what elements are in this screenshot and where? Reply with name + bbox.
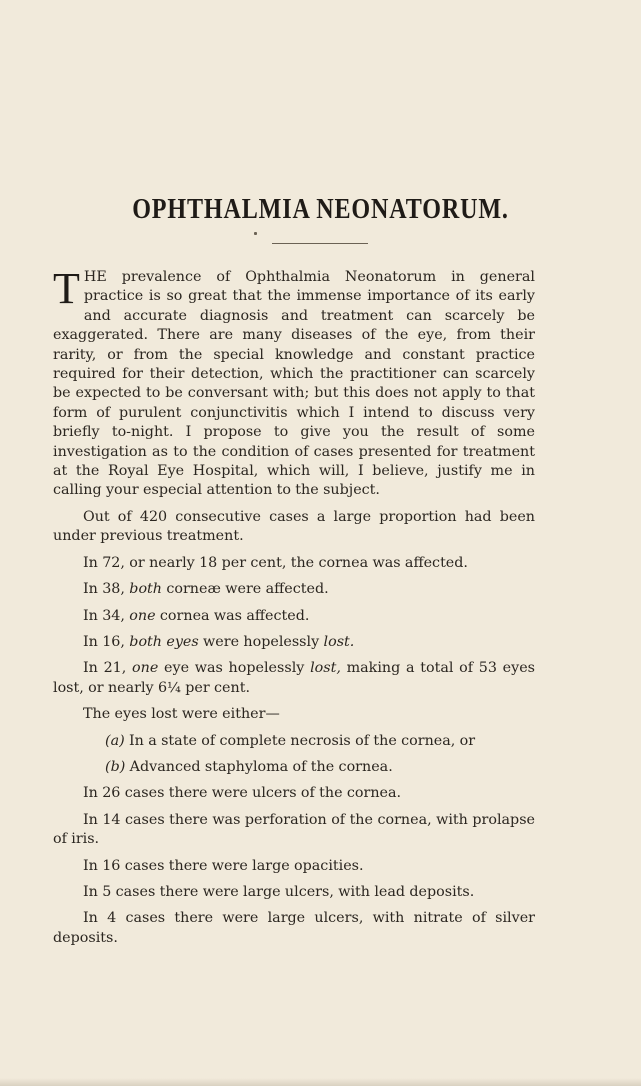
paragraph-72: In 72, or nearly 18 per cent, the cornea was affected. <box>83 554 468 571</box>
page-edge <box>0 1078 641 1086</box>
paragraph-5: In 5 cases there were large ulcers, with lead deposits. <box>83 883 475 900</box>
paragraph-4: In 4 cases there were large ulcers, with nitrate of silver deposits. <box>53 910 535 946</box>
paragraph-eyes-lost: The eyes lost were either— <box>83 706 280 723</box>
paragraph-26: In 26 cases there were ulcers of the cornea. <box>83 785 402 802</box>
intro-paragraph <box>53 264 535 501</box>
paragraph-16b: In 16 cases there were large opacities. <box>83 857 364 874</box>
page-title: OPHTHALMIA NEONATORUM. <box>132 194 509 225</box>
ornament-dot <box>254 232 257 235</box>
article-body <box>53 264 535 948</box>
paragraph-34: In 34, one cornea was affected. <box>83 607 310 624</box>
list-item-a: (a) In a state of complete necrosis of the cornea, or <box>105 732 476 749</box>
paragraph-14: In 14 cases there was perforation of the cornea, with prolapse of iris. <box>53 811 535 848</box>
title-rule <box>272 243 368 244</box>
paragraph-16: In 16, both eyes were hopelessly lost. <box>83 633 355 650</box>
intro-text: HE prevalence of Ophthalmia Neonatorum in general practice is so great that the immense importance of its early and accurate diagnosis and treatment can scarcely be exaggerated. There are many diseases of the eye, from their rarity, or from the special knowledge and constant practice required for their detection, which the practitioner can scarcely be expected to be conversant with; but this does not apply to that form of purulent conjunctivitis which I intend to discuss very briefly to-night. I propose to give you the result of some investigation as to the condition of cases presented for treatment at the Royal Eye Hospital, which will, I believe, justify me in calling your especial attention to the subject. <box>53 269 535 499</box>
list-item-b: (b) Advanced staphyloma of the cornea. <box>105 758 393 775</box>
paragraph-cases: Out of 420 consecutive cases a large proportion had been under previous treatment. <box>53 508 535 545</box>
paragraph-38: In 38, both corneæ were affected. <box>83 581 329 598</box>
paragraph-21: In 21, one eye was hopelessly lost, making a total of 53 eyes lost, or nearly 6¼ per cent. <box>53 660 535 696</box>
drop-cap: T <box>53 264 80 313</box>
